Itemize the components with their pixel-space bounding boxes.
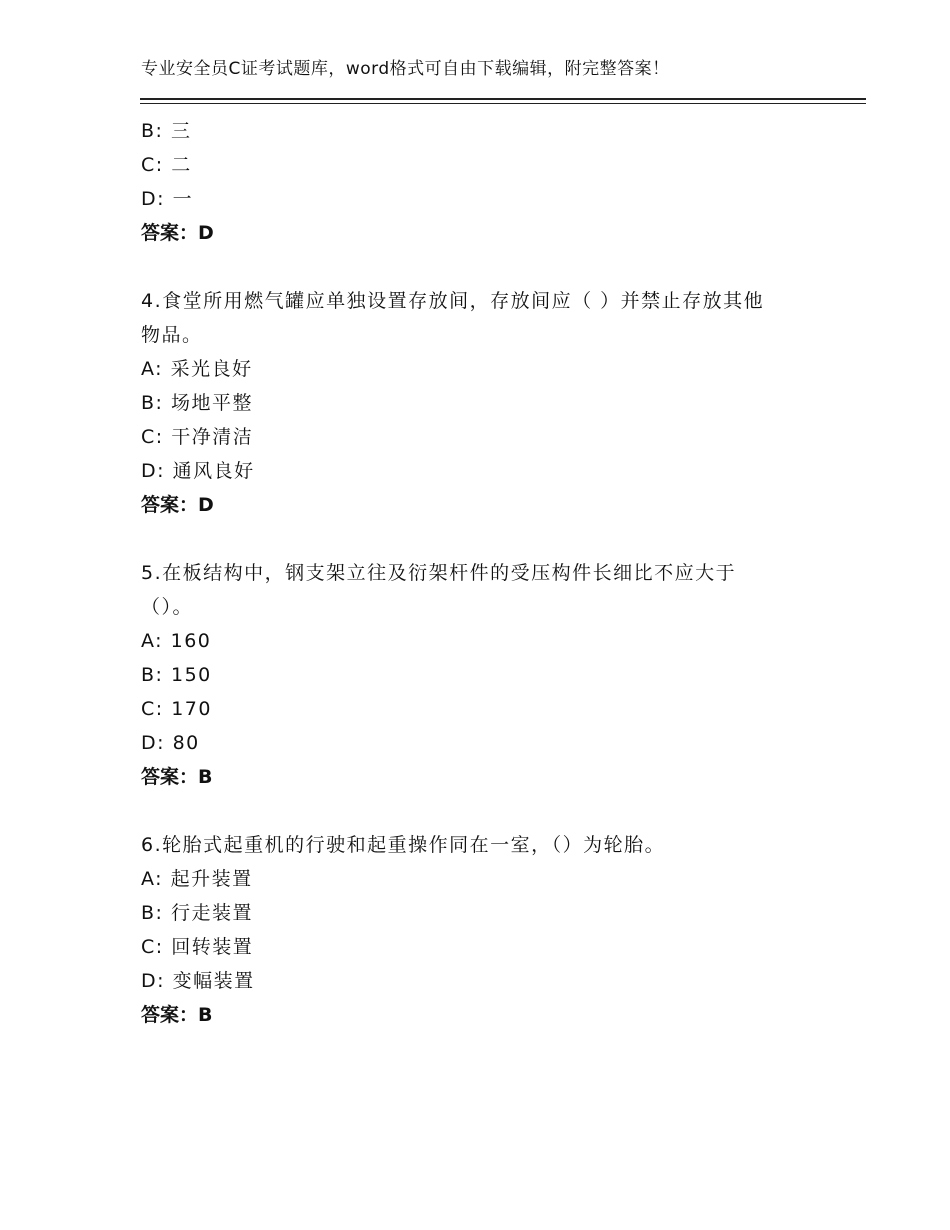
header-rule-thick xyxy=(140,98,866,100)
option-b: B: 三 xyxy=(141,120,192,142)
option-a: A: 起升装置 xyxy=(141,868,253,890)
option-d: D: 80 xyxy=(141,732,200,754)
question-4 xyxy=(141,284,841,522)
answer: 答案：B xyxy=(141,766,213,788)
option-a: A: 160 xyxy=(141,630,212,652)
page-header: 专业安全员C证考试题库，word格式可自由下载编辑，附完整答案！ xyxy=(141,59,670,79)
option-a: A: 采光良好 xyxy=(141,358,253,380)
option-d: D: 通风良好 xyxy=(141,460,255,482)
answer: 答案：D xyxy=(141,222,214,244)
option-c: C: 二 xyxy=(141,154,192,176)
option-d: D: 变幅装置 xyxy=(141,970,255,992)
spacer xyxy=(141,522,841,556)
option-b: B: 行走装置 xyxy=(141,902,253,924)
option-b: B: 150 xyxy=(141,664,212,686)
option-b: B: 场地平整 xyxy=(141,392,253,414)
question-text: 6.轮胎式起重机的行驶和起重操作同在一室，（）为轮胎。 xyxy=(141,834,666,856)
option-c: C: 干净清洁 xyxy=(141,426,254,448)
question-text: 5.在板结构中，钢支架立往及衍架杆件的受压构件长细比不应大于 xyxy=(141,562,737,584)
spacer xyxy=(141,794,841,828)
question-5 xyxy=(141,556,841,794)
question-text-continued: 物品。 xyxy=(141,324,203,346)
question-partial xyxy=(141,114,841,250)
answer: 答案：D xyxy=(141,494,214,516)
option-c: C: 170 xyxy=(141,698,212,720)
question-6 xyxy=(141,828,841,1032)
answer: 答案：B xyxy=(141,1004,213,1026)
question-content xyxy=(141,114,841,1032)
header-rule-thin xyxy=(140,103,866,104)
question-text: 4.食堂所用燃气罐应单独设置存放间，存放间应（ ）并禁止存放其他 xyxy=(141,290,765,312)
question-text-continued: （）。 xyxy=(141,596,194,618)
spacer xyxy=(141,250,841,284)
option-d: D: 一 xyxy=(141,188,194,210)
option-c: C: 回转装置 xyxy=(141,936,254,958)
